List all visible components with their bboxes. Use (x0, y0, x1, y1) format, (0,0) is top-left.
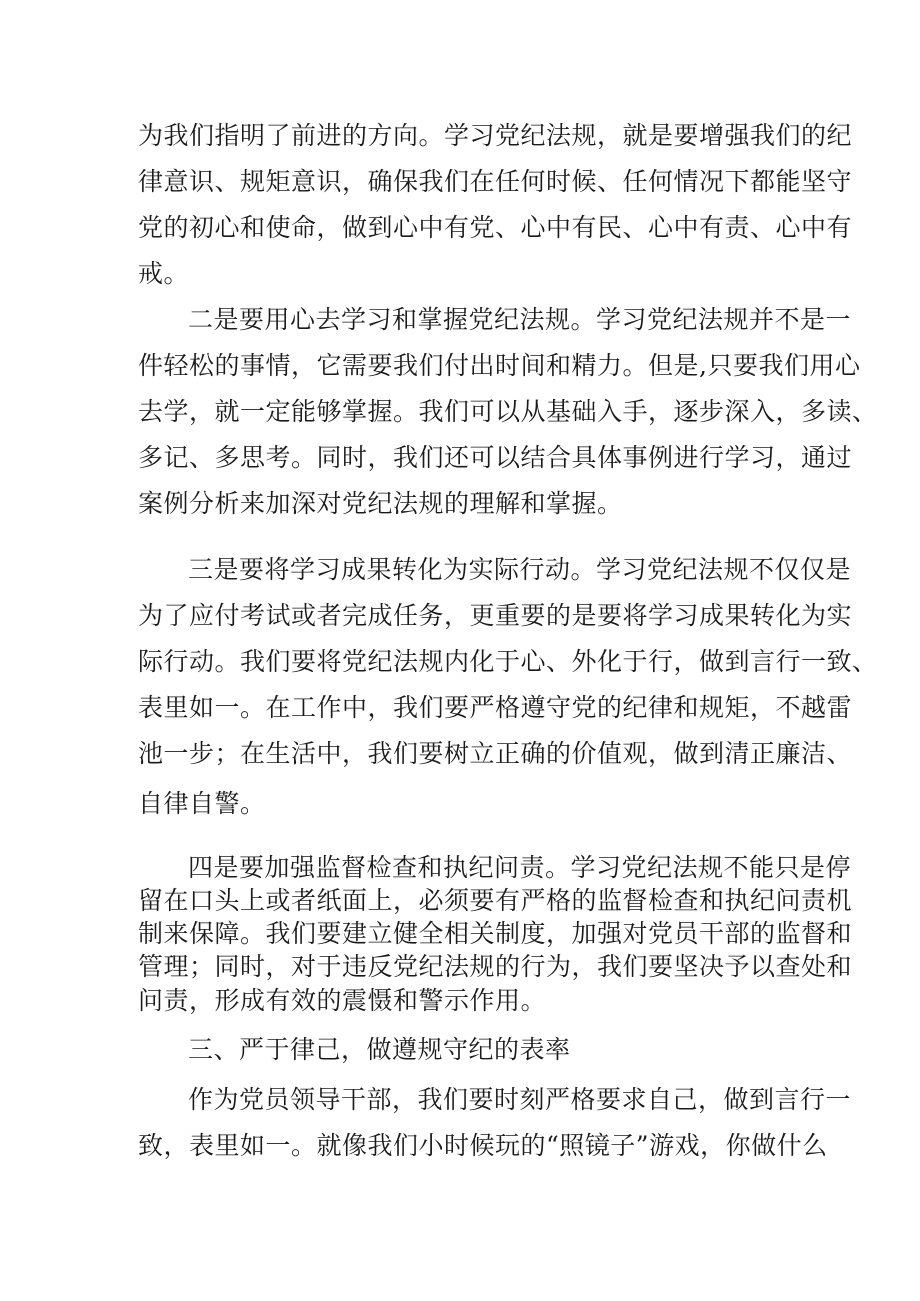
text-line: 管理；同时，对于违反党纪法规的行为，我们要坚决予以查处和 (138, 952, 853, 981)
text-line: 际行动。我们要将党纪法规内化于心、外化于行，做到言行一致、 (138, 647, 878, 676)
text-line: 池一步；在生活中，我们要树立正确的价值观，做到清正廉洁、 (138, 739, 853, 768)
text-line: 为我们指明了前进的方向。学习党纪法规，就是要增强我们的纪 (138, 121, 853, 150)
text-line: 致，表里如一。就像我们小时候玩的“照镜子”游戏，你做什么 (138, 1131, 828, 1160)
text-line: 为了应付考试或者完成任务，更重要的是要将学习成果转化为实 (138, 601, 853, 630)
paragraph-first-line: 二是要用心去学习和掌握党纪法规。学习党纪法规并不是一 (188, 305, 852, 334)
text-line: 制来保障。我们要建立健全相关制度，加强对党员干部的监督和 (138, 919, 853, 948)
text-line: 留在口头上或者纸面上，必须要有严格的监督检查和执纪问责机 (138, 886, 853, 915)
paragraph-first-line: 作为党员领导干部，我们要时刻严格要求自己，做到言行一 (188, 1085, 852, 1114)
paragraph-first-line: 四是要加强监督检查和执纪问责。学习党纪法规不能只是停 (188, 853, 852, 882)
paragraph-first-line: 三是要将学习成果转化为实际行动。学习党纪法规不仅仅是 (188, 555, 852, 584)
text-line: 戒。 (138, 259, 190, 288)
text-line: 问责，形成有效的震慑和警示作用。 (138, 986, 547, 1015)
text-line: 党的初心和使命，做到心中有党、心中有民、心中有责、心中有 (138, 213, 853, 242)
text-line: 件轻松的事情，它需要我们付出时间和精力。但是,只要我们用心 (138, 351, 861, 380)
text-line: 律意识、规矩意识，确保我们在任何时候、任何情况下都能坚守 (138, 167, 853, 196)
text-line: 自律自警。 (138, 789, 266, 818)
text-line: 表里如一。在工作中，我们要严格遵守党的纪律和规矩，不越雷 (138, 693, 853, 722)
text-line: 去学，就一定能够掌握。我们可以从基础入手，逐步深入，多读、 (138, 397, 878, 426)
text-line: 案例分析来加深对党纪法规的理解和掌握。 (138, 489, 623, 518)
section-heading: 三、严于律己，做遵规守纪的表率 (188, 1035, 571, 1064)
text-line: 多记、多思考。同时，我们还可以结合具体事例进行学习，通过 (138, 443, 853, 472)
